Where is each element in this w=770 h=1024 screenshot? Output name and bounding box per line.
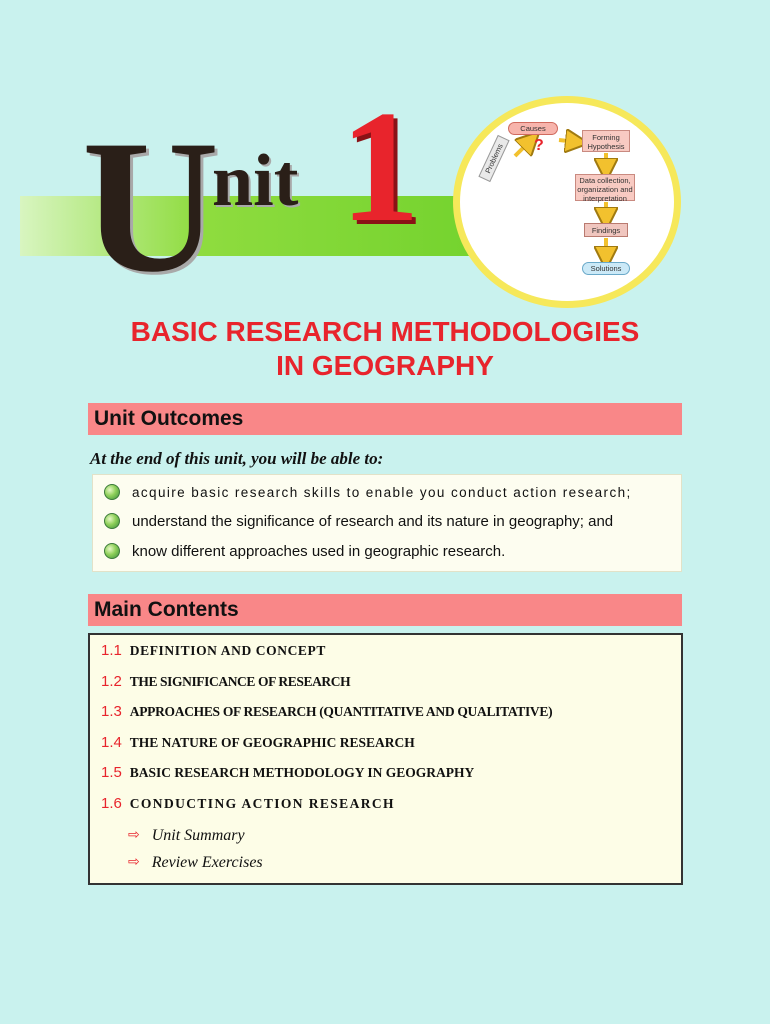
contents-item-number: 1.2 (101, 673, 122, 690)
main-contents-heading: Main Contents (88, 594, 682, 626)
contents-item-text: THE SIGNIFICANCE OF RESEARCH (129, 674, 351, 689)
arrow-problems-to-causes (515, 140, 531, 156)
contents-item (101, 701, 552, 721)
diagram-node-causes: Causes (508, 122, 558, 135)
contents-extra-text: Review Exercises (151, 854, 263, 871)
outcome-item (104, 540, 505, 562)
outcome-text: acquire basic research skills to enable you conduct action research; (132, 484, 632, 500)
diagram-arrows (453, 96, 681, 308)
globe-bullet-icon (104, 543, 120, 559)
contents-item (101, 762, 474, 782)
contents-item-text: CONDUCTING ACTION RESEARCH (129, 796, 395, 811)
diagram-node-data-collection: Data collection, organization and interpretation (575, 174, 635, 201)
contents-extra-item (128, 852, 263, 874)
contents-item-number: 1.1 (101, 642, 122, 659)
diagram-node-problems: Problems (478, 135, 509, 182)
contents-item (101, 671, 350, 691)
globe-bullet-icon (104, 513, 120, 529)
contents-item (101, 640, 326, 660)
unit-letters-nit: nit (212, 140, 299, 222)
diagram-node-solutions: Solutions (582, 262, 630, 275)
outcome-item (104, 481, 632, 503)
unit-outcomes-heading: Unit Outcomes (88, 403, 682, 435)
outcome-text: understand the significance of research and its nature in geography; and (132, 512, 614, 530)
diagram-question-mark: ? (534, 137, 544, 154)
contents-item-text: DEFINITION AND CONCEPT (129, 643, 326, 658)
contents-item-text: APPROACHES OF RESEARCH (QUANTITATIVE AND QUALITATIVE) (129, 704, 553, 719)
outcome-text: know different approaches used in geographic research. (132, 542, 506, 560)
diagram-node-forming-hypothesis: Forming Hypothesis (582, 130, 630, 152)
contents-extra-item (128, 825, 245, 847)
contents-item (101, 793, 395, 813)
globe-bullet-icon (104, 484, 120, 500)
arrow-right-icon: ⇨ (128, 828, 140, 843)
arrow-right-icon: ⇨ (128, 855, 140, 870)
contents-extra-text: Unit Summary (151, 827, 245, 844)
contents-item-number: 1.4 (101, 734, 122, 751)
arrow-causes-to-hypothesis (559, 140, 577, 142)
contents-item-number: 1.5 (101, 764, 122, 781)
unit-title-line-1: BASIC RESEARCH METHODOLOGIES (130, 316, 640, 347)
contents-item-text: THE NATURE OF GEOGRAPHIC RESEARCH (129, 735, 415, 750)
outcome-item (104, 510, 613, 532)
contents-item-text: BASIC RESEARCH METHODOLOGY IN GEOGRAPHY (129, 765, 475, 780)
diagram-node-findings: Findings (584, 223, 628, 237)
contents-item-number: 1.6 (101, 795, 122, 812)
unit-number: 1 (340, 77, 420, 255)
contents-item-number: 1.3 (101, 703, 122, 720)
unit-letter-u: U (82, 102, 220, 312)
unit-title-line-2: IN GEOGRAPHY (276, 350, 494, 381)
outcomes-lead-text: At the end of this unit, you will be able to: (90, 449, 384, 468)
contents-item (101, 732, 415, 752)
